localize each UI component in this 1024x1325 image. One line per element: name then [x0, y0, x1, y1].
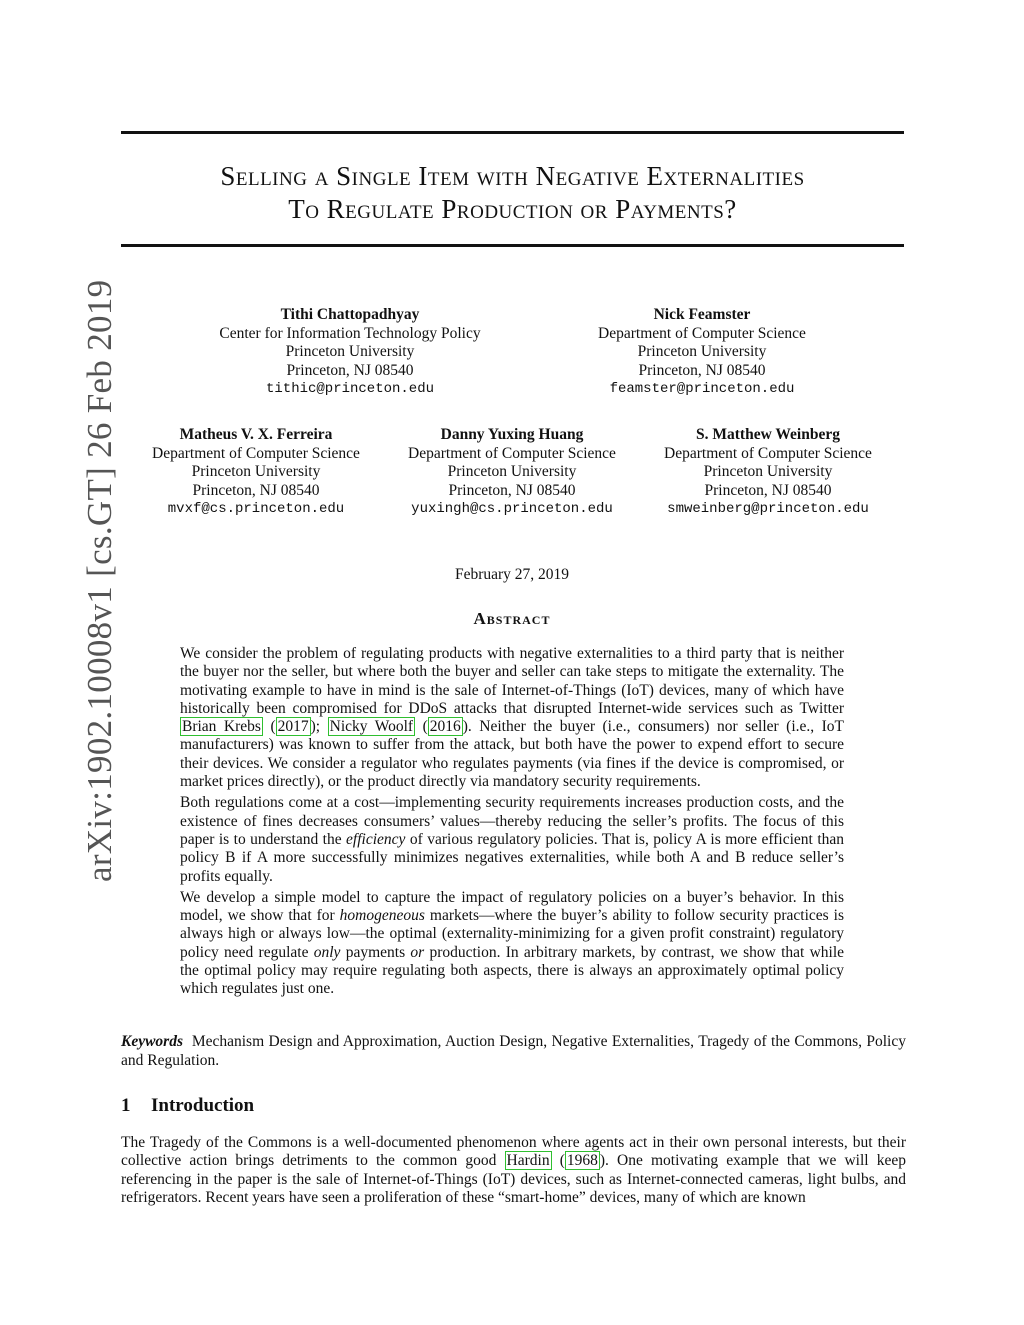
citation-link[interactable]: 1968	[566, 1152, 598, 1170]
keywords	[121, 1033, 906, 1070]
text-run: of various regulatory policies. That is, policy A is more efficient than policy B if A more successfully minimizes negatives externalities, while both A and B reduce seller’s profits equally.	[180, 830, 845, 885]
text-run: We develop a simple model to capture the impact of regulatory policies on a buyer’s behavior. In this model, we show that for	[180, 888, 844, 925]
citation-link[interactable]: 2017	[277, 718, 309, 736]
author-name: Nick Feamster	[653, 306, 751, 323]
author-dept: Department of Computer Science	[152, 444, 360, 462]
author-addr: Princeton, NJ 08540	[638, 361, 766, 379]
text-run: We consider the problem of regulating products with negative externalities to a third party that is neither the buyer nor the seller, but where both the buyer and seller can take steps to mitigate the externality. The motivating example to have in mind is the sale of Internet-of-Things (IoT) devices, many of which have historically been compromised for DDoS attacks that disrupted Internet-wide services such as Twitter	[180, 645, 844, 717]
author-univ: Princeton University	[285, 343, 415, 360]
abstract-body	[180, 645, 844, 1002]
author-email[interactable]: yuxingh@cs.princeton.edu	[411, 501, 613, 517]
author-addr: Princeton, NJ 08540	[286, 361, 414, 379]
text-run: ). One motivating example that we will keep referencing in the paper is the sale of Internet-of-Things (IoT) devices, such as Internet-connected cameras, light bulbs, and refrigerators. Recent years have seen a proliferation of these “smart-home” devices, many of which are known	[121, 1152, 906, 1206]
text-run: Both regulations come at a cost—implementing security requirements increases production costs, and the existence of fines decreases consumers’ values—thereby reducing the seller’s profits. The focus of this paper is to understand the	[180, 794, 844, 848]
author-univ: Princeton University	[447, 463, 577, 480]
author-name: Matheus V. X. Ferreira	[179, 426, 333, 443]
author-addr: Princeton, NJ 08540	[192, 481, 320, 499]
emphasis: efficiency	[346, 830, 406, 848]
text-run: ). Neither the buyer (i.e., consumers) nor seller (i.e., IoT manufacturers) was known to suffer from the attack, but both have the power to expend effort to secure their devices. We consider a regulator who regulates payments (via fines if the device is compromised, or market prices directly), or the product directly via mandatory security requirements.	[180, 718, 845, 791]
author-name: S. Matthew Weinberg	[696, 426, 840, 443]
text-run: (	[551, 1152, 565, 1170]
text-run: markets—where the buyer’s ability to follow security practices is always high or always low—the optimal (externality-minimizing for a given profit constraint) regulatory policy need regulate	[180, 907, 844, 961]
citation-link[interactable]: Nicky Woolf	[329, 718, 414, 736]
title-rule-top	[121, 131, 904, 134]
abstract-paragraph	[180, 794, 844, 885]
author-dept: Department of Computer Science	[598, 324, 806, 342]
abstract-heading: Abstract	[473, 609, 551, 628]
abstract-paragraph	[180, 889, 844, 999]
emphasis: or	[410, 943, 425, 961]
author-email[interactable]: smweinberg@princeton.edu	[667, 501, 869, 517]
author-dept: Center for Information Technology Policy	[219, 324, 481, 342]
author-block	[131, 426, 381, 519]
paper-title	[121, 160, 904, 226]
author-addr: Princeton, NJ 08540	[448, 481, 576, 499]
text-run: );	[310, 718, 328, 736]
author-name: Tithi Chattopadhyay	[280, 306, 420, 323]
citation-link[interactable]: 2016	[429, 718, 461, 736]
text-run: payments	[340, 943, 411, 961]
author-addr: Princeton, NJ 08540	[704, 481, 832, 499]
section-number: 1	[121, 1095, 131, 1116]
section-title: Introduction	[151, 1095, 255, 1116]
title-line-1: Selling a Single Item with Negative Externalities	[220, 161, 805, 191]
keywords-text: Mechanism Design and Approximation, Auction Design, Negative Externalities, Tragedy of the Commons, Policy and Regulation.	[121, 1033, 906, 1069]
title-line-2: To Regulate Production or Payments?	[288, 194, 737, 224]
text-run: (	[415, 718, 428, 736]
author-univ: Princeton University	[191, 463, 321, 480]
paper-date: February 27, 2019	[454, 566, 570, 583]
citation-link[interactable]: Brian Krebs	[182, 718, 261, 736]
author-dept: Department of Computer Science	[408, 444, 616, 462]
author-email[interactable]: mvxf@cs.princeton.edu	[167, 501, 345, 517]
author-block	[643, 426, 893, 519]
author-block	[195, 306, 505, 399]
section-heading	[121, 1095, 254, 1117]
abstract-paragraph	[180, 645, 844, 791]
arxiv-stamp: arXiv:1902.10008v1 [cs.GT] 26 Feb 2019	[80, 279, 119, 882]
title-rule-bottom	[121, 244, 904, 247]
author-block	[562, 306, 842, 399]
text-run: production. In arbitrary markets, by contrast, we show that while the optimal policy may require regulating both aspects, there is always an approximately optimal policy which regulates just one.	[180, 943, 845, 998]
citation-link[interactable]: Hardin	[506, 1152, 550, 1170]
author-block	[387, 426, 637, 519]
emphasis: only	[313, 943, 341, 961]
author-univ: Princeton University	[637, 343, 767, 360]
text-run: (	[262, 718, 276, 736]
emphasis: homogeneous	[339, 907, 425, 925]
author-dept: Department of Computer Science	[664, 444, 872, 462]
keywords-label: Keywords	[121, 1033, 183, 1050]
intro-paragraph	[121, 1134, 906, 1207]
text-run: The Tragedy of the Commons is a well-documented phenomenon where agents act in their own personal interests, but their collective action brings detriments to the common good	[121, 1134, 906, 1170]
author-email[interactable]: tithic@princeton.edu	[265, 381, 435, 397]
author-univ: Princeton University	[703, 463, 833, 480]
author-name: Danny Yuxing Huang	[440, 426, 584, 443]
author-email[interactable]: feamster@princeton.edu	[609, 381, 795, 397]
